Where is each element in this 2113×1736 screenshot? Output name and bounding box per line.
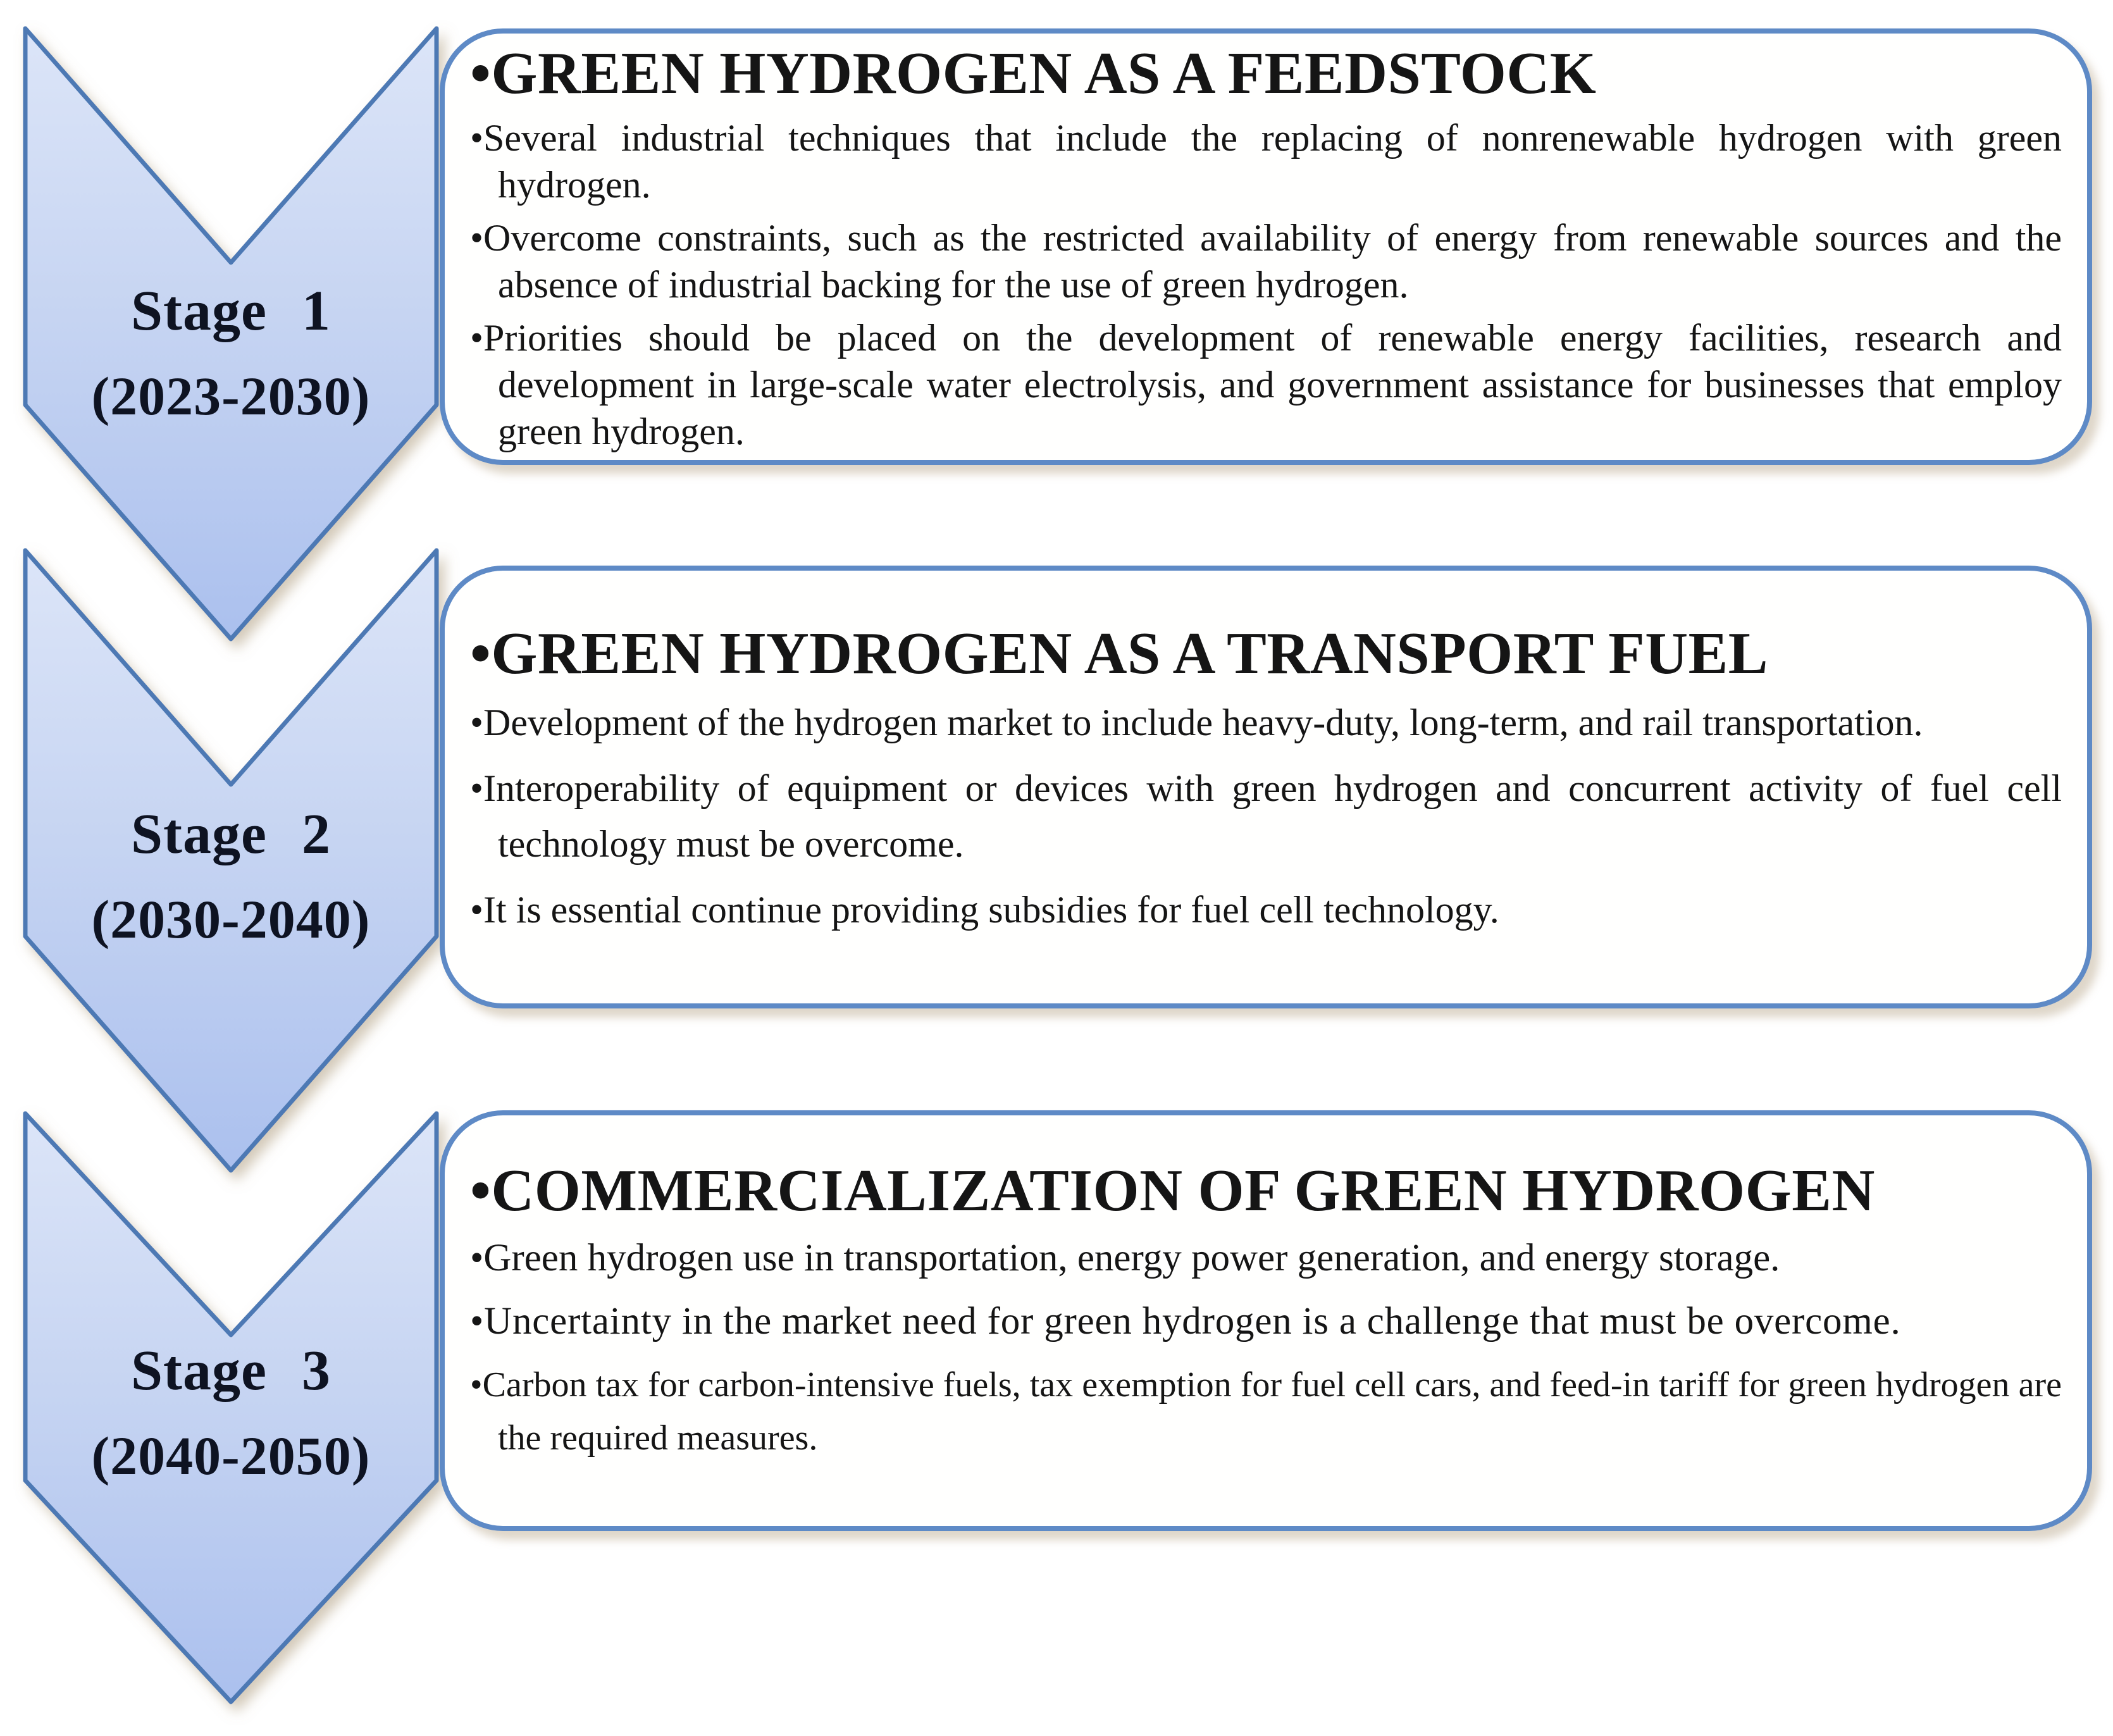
bullet-item: • Uncertainty in the market need for green hydrogen is a challenge that must be overcome.	[498, 1295, 2062, 1348]
bullet-item: • Interoperability of equipment or devices with green hydrogen and concurrent activity of fuel cell technology must be overcome.	[498, 760, 2062, 872]
stage-1-label-block	[25, 269, 437, 438]
stage-1-label: Stage 1	[131, 280, 331, 342]
bullet-item: • Carbon tax for carbon-intensive fuels, tax exemption for fuel cell cars, and feed-in tariff for green hydrogen are the required measures.	[498, 1358, 2062, 1465]
stage-2-detail-box	[440, 566, 2092, 1008]
stage-2-bullet-list	[470, 695, 2062, 938]
stage-3-box-title: • COMMERCIALIZATION OF GREEN HYDROGEN	[505, 1156, 2062, 1225]
stage-1-period: (2023-2030)	[91, 366, 371, 426]
stage-3-label: Stage 3	[131, 1339, 331, 1402]
stage-1-bullet-list	[470, 115, 2062, 455]
bullet-item: • Several industrial techniques that include the replacing of nonrenewable hydrogen with green hydrogen.	[498, 115, 2062, 208]
stage-3-detail-box	[440, 1110, 2092, 1531]
bullet-item: • Green hydrogen use in transportation, energy power generation, and energy storage.	[498, 1232, 2062, 1285]
bullet-item: • Development of the hydrogen market to include heavy-duty, long-term, and rail transportation.	[498, 695, 2062, 750]
stage-3-label-block	[25, 1329, 437, 1498]
stage-2-label-block	[25, 792, 437, 962]
bullet-item: • Priorities should be placed on the development of renewable energy facilities, research and development in large-scale water electrolysis, and government assistance for businesses that employ green hydrogen.	[498, 314, 2062, 455]
stage-2-period: (2030-2040)	[91, 889, 371, 950]
stage-2-box-title: • GREEN HYDROGEN AS A TRANSPORT FUEL	[505, 619, 2062, 688]
stage-3-period: (2040-2050)	[91, 1425, 371, 1486]
stage-1-box-title: • GREEN HYDROGEN AS A FEEDSTOCK	[505, 39, 2062, 108]
bullet-item: • It is essential continue providing subsidies for fuel cell technology.	[498, 882, 2062, 938]
stage-1-detail-box	[440, 28, 2092, 465]
stage-2-label: Stage 2	[131, 803, 331, 865]
bullet-item: • Overcome constraints, such as the restricted availability of energy from renewable sources and the absence of industrial backing for the use of green hydrogen.	[498, 214, 2062, 308]
stage-3-bullet-list	[470, 1232, 2062, 1465]
